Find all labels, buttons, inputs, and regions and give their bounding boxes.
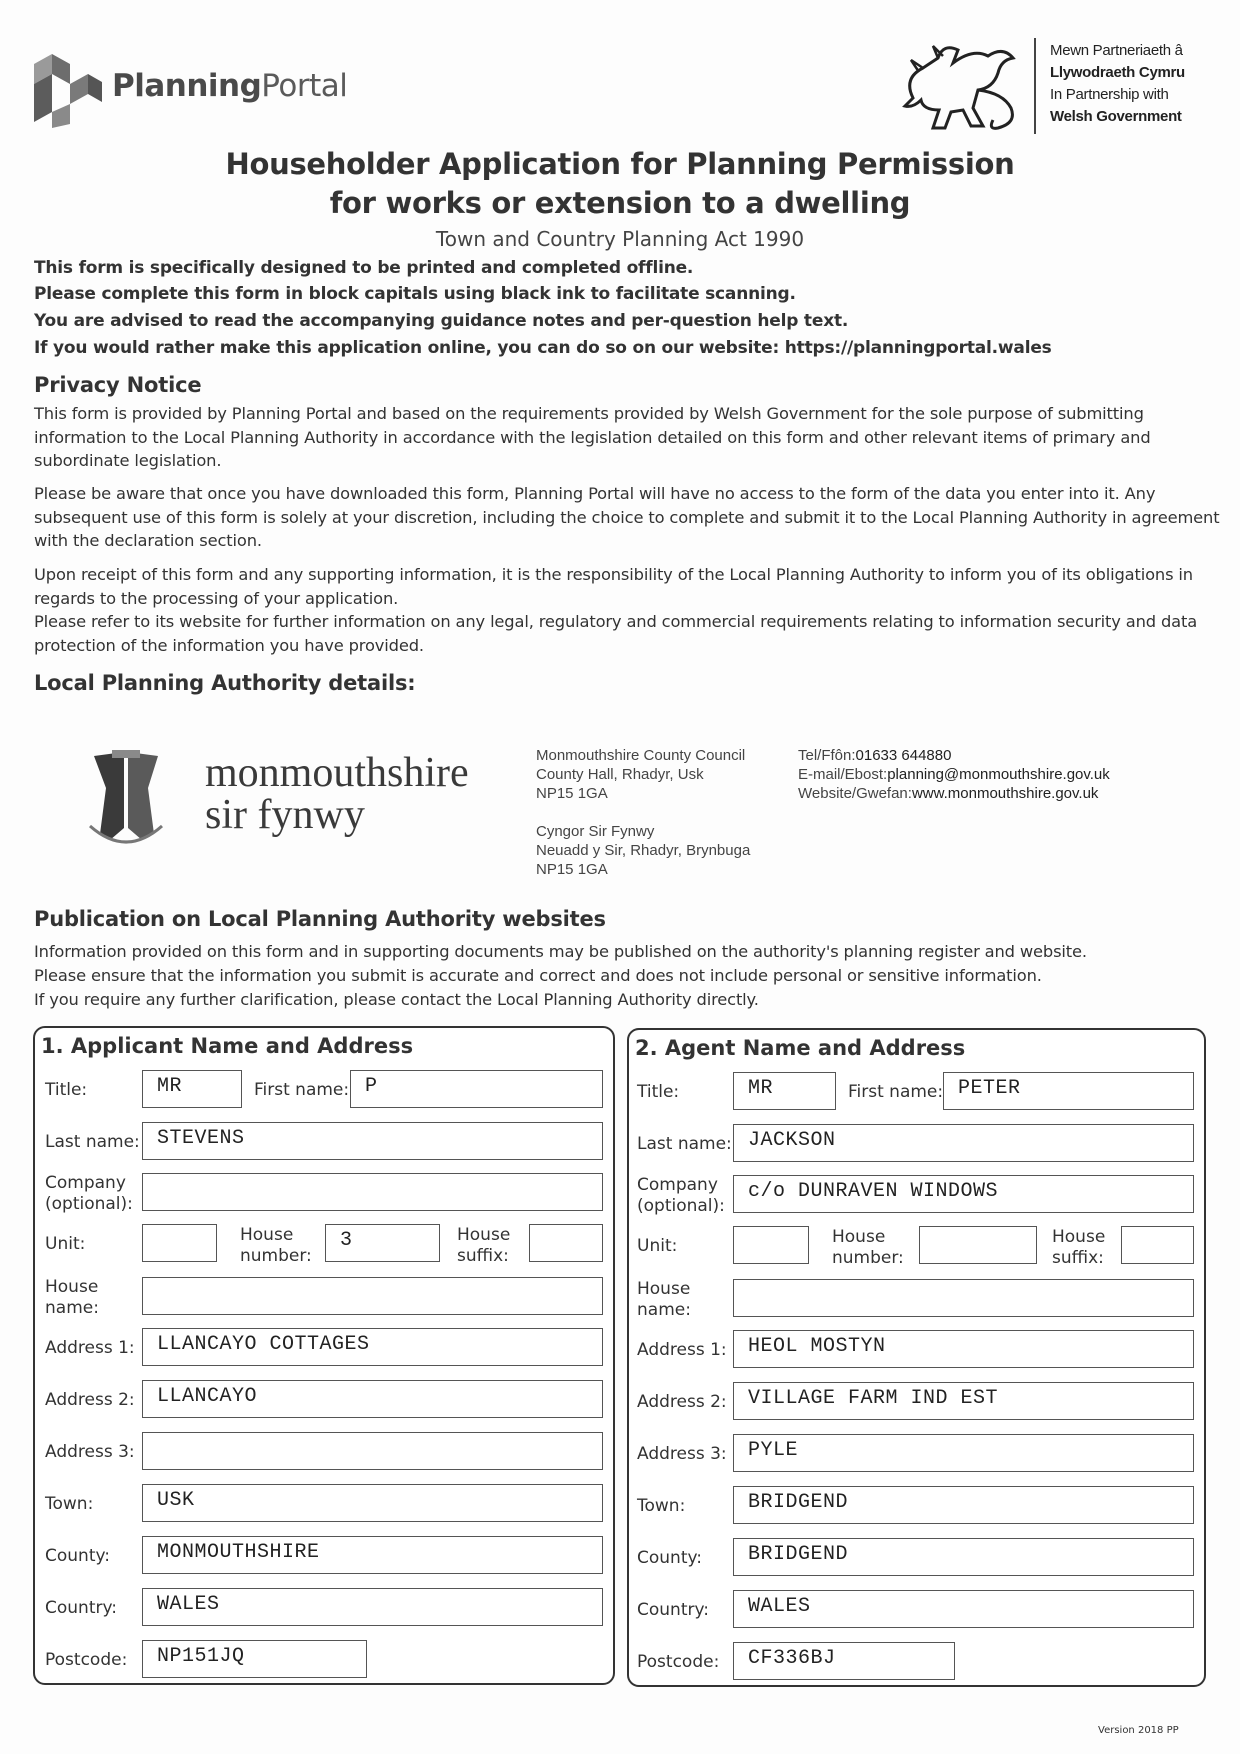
form-title-line-1: Householder Application for Planning Permission [225, 147, 1015, 181]
applicant-postcode-field[interactable] [142, 1640, 367, 1678]
privacy-paragraph-4: Please refer to its website for further information on any legal, regulatory and commercial requirements relating to information security and data protection of the information you have provided. [34, 612, 1198, 655]
postcode-label: Postcode: [637, 1652, 720, 1672]
council-address-line: NP15 1GA [536, 785, 608, 802]
company-label: Company (optional): [637, 1175, 725, 1216]
privacy-paragraph-2: Please be aware that once you have downloaded this form, Planning Portal will have no access to the form of the data you enter into it. Any subsequent use of this form is solely at your discretion, including the choice to complete and submit it to the Local Planning Authority in agreement with the declaration section. [34, 484, 1220, 550]
field-value: MR [157, 1075, 183, 1098]
publication-heading: Publication on Local Planning Authority websites [34, 907, 606, 931]
first-name-label: First name: [848, 1082, 944, 1102]
planning-portal-logo [30, 50, 350, 130]
website-value[interactable]: www.monmouthshire.gov.uk [911, 785, 1099, 802]
council-name-english: monmouthshire [205, 750, 469, 796]
council-address-line: County Hall, Rhadyr, Usk [536, 766, 704, 783]
agent-company-field[interactable] [733, 1175, 1194, 1213]
welsh-dragon-icon [893, 38, 1023, 138]
council-address-line: Neuadd y Sir, Rhadyr, Brynbuga [536, 842, 751, 859]
council-address-line: NP15 1GA [536, 861, 608, 878]
field-value: BRIDGEND [748, 1543, 849, 1566]
address-1-label: Address 1: [637, 1340, 727, 1360]
applicant-address-2-field[interactable] [142, 1380, 603, 1418]
address-3-label: Address 3: [45, 1442, 135, 1462]
unit-label: Unit: [45, 1234, 86, 1254]
agent-last-name-field[interactable] [733, 1124, 1194, 1162]
field-value: HEOL MOSTYN [748, 1335, 886, 1358]
version-label: Version 2018 PP [1098, 1725, 1179, 1736]
address-1-label: Address 1: [45, 1338, 135, 1358]
agent-house-name-field[interactable] [733, 1279, 1194, 1317]
field-value: MR [748, 1077, 774, 1100]
title-label: Title: [637, 1082, 680, 1102]
applicant-title-field[interactable] [142, 1070, 242, 1108]
address-3-label: Address 3: [637, 1444, 727, 1464]
applicant-heading: 1. Applicant Name and Address [41, 1034, 414, 1058]
last-name-label: Last name: [45, 1132, 140, 1152]
postcode-label: Postcode: [45, 1650, 128, 1670]
council-address-line: Cyngor Sir Fynwy [536, 823, 655, 840]
agent-county-field[interactable] [733, 1538, 1194, 1576]
gov-divider [1034, 38, 1036, 134]
privacy-paragraph-3: Upon receipt of this form and any supporting information, it is the responsibility of the Local Planning Authority to inform you of its obligations in regards to the processing of your application. [34, 565, 1193, 608]
applicant-town-field[interactable] [142, 1484, 603, 1522]
applicant-company-field[interactable] [142, 1173, 603, 1211]
agent-country-field[interactable] [733, 1590, 1194, 1628]
field-value: NP151JQ [157, 1645, 245, 1668]
tel-label: Tel/Ffôn: [798, 747, 856, 764]
agent-address-1-field[interactable] [733, 1330, 1194, 1368]
instruction-4: If you would rather make this application online, you can do so on our website: https://planningportal.wales [34, 338, 1052, 358]
agent-town-field[interactable] [733, 1486, 1194, 1524]
town-label: Town: [45, 1494, 94, 1514]
house-suffix-label: House suffix: [1052, 1227, 1106, 1268]
lpa-heading: Local Planning Authority details: [34, 671, 416, 695]
council-contact [798, 746, 1110, 803]
agent-title-field[interactable] [733, 1072, 836, 1110]
town-label: Town: [637, 1496, 686, 1516]
field-value: CF336BJ [748, 1647, 836, 1670]
agent-postcode-field[interactable] [733, 1642, 955, 1680]
title-label: Title: [45, 1080, 88, 1100]
address-2-label: Address 2: [45, 1390, 135, 1410]
field-value: WALES [748, 1595, 811, 1618]
house-number-label: House number: [240, 1225, 312, 1266]
field-value: STEVENS [157, 1127, 245, 1150]
gov-line-4: Welsh Government [1050, 108, 1182, 125]
county-label: County: [637, 1548, 703, 1568]
instruction-1: This form is specifically designed to be printed and completed offline. [34, 258, 694, 278]
agent-section [627, 1028, 1206, 1687]
monmouthshire-logo-icon [86, 748, 166, 844]
agent-address-3-field[interactable] [733, 1434, 1194, 1472]
field-value: VILLAGE FARM IND EST [748, 1387, 999, 1410]
instruction-3: You are advised to read the accompanying guidance notes and per-question help text. [34, 311, 849, 331]
instruction-2: Please complete this form in block capitals using black ink to facilitate scanning. [34, 284, 796, 304]
publication-line-3: If you require any further clarification, please contact the Local Planning Authority directly. [34, 990, 759, 1009]
company-label: Company (optional): [45, 1173, 133, 1214]
field-value: LLANCAYO [157, 1385, 258, 1408]
applicant-unit-field[interactable] [142, 1224, 217, 1262]
applicant-county-field[interactable] [142, 1536, 603, 1574]
last-name-label: Last name: [637, 1134, 732, 1154]
unit-label: Unit: [637, 1236, 678, 1256]
applicant-country-field[interactable] [142, 1588, 603, 1626]
council-address-welsh [536, 822, 750, 879]
gov-line-1: Mewn Partneriaeth â [1050, 42, 1183, 59]
first-name-label: First name: [254, 1080, 350, 1100]
house-name-label: House name: [637, 1279, 691, 1320]
field-value: c/o DUNRAVEN WINDOWS [748, 1180, 999, 1203]
planning-portal-wordmark: PlanningPortal [112, 68, 348, 104]
publication-line-2: Please ensure that the information you submit is accurate and correct and does not include personal or sensitive information. [34, 966, 1042, 985]
house-number-label: House number: [832, 1227, 904, 1268]
applicant-house-number-field[interactable] [325, 1224, 440, 1262]
email-value[interactable]: planning@monmouthshire.gov.uk [887, 766, 1110, 783]
gov-line-2: Llywodraeth Cymru [1050, 64, 1185, 81]
applicant-address-3-field[interactable] [142, 1432, 603, 1470]
applicant-first-name-field[interactable] [350, 1070, 603, 1108]
country-label: Country: [45, 1598, 118, 1618]
field-value: MONMOUTHSHIRE [157, 1541, 320, 1564]
agent-unit-field[interactable] [733, 1226, 809, 1264]
gov-line-3: In Partnership with [1050, 86, 1169, 103]
field-value: WALES [157, 1593, 220, 1616]
agent-house-number-field[interactable] [919, 1226, 1037, 1264]
country-label: Country: [637, 1600, 710, 1620]
council-address-english [536, 746, 745, 803]
field-value: JACKSON [748, 1129, 836, 1152]
field-value: PYLE [748, 1439, 799, 1462]
field-value: BRIDGEND [748, 1491, 849, 1514]
website-label: Website/Gwefan: [798, 785, 912, 802]
tel-value: 01633 644880 [855, 747, 952, 764]
field-value: P [365, 1075, 378, 1098]
agent-heading: 2. Agent Name and Address [635, 1036, 966, 1060]
form-title-line-2: for works or extension to a dwelling [329, 186, 911, 220]
applicant-section [33, 1026, 615, 1685]
publication-line-1: Information provided on this form and in supporting documents may be published on the authority's planning register and website. [34, 942, 1087, 961]
applicant-house-name-field[interactable] [142, 1277, 603, 1315]
applicant-address-1-field[interactable] [142, 1328, 603, 1366]
council-address-line: Monmouthshire County Council [536, 747, 746, 764]
address-2-label: Address 2: [637, 1392, 727, 1412]
agent-first-name-field[interactable] [943, 1072, 1194, 1110]
planning-portal-logo-icon [30, 50, 104, 128]
house-name-label: House name: [45, 1277, 99, 1318]
email-label: E-mail/Ebost: [798, 766, 888, 783]
applicant-house-suffix-field[interactable] [529, 1224, 603, 1262]
privacy-paragraph-1: This form is provided by Planning Portal and based on the requirements provided by Welsh Government for the sole purpose of submitting information to the Local Planning Authority in accordance with the legislation detailed on this form and other relevant items of primary and subordinate legislation. [34, 404, 1151, 470]
field-value: 3 [340, 1229, 353, 1252]
field-value: USK [157, 1489, 195, 1512]
house-suffix-label: House suffix: [457, 1225, 511, 1266]
field-value: LLANCAYO COTTAGES [157, 1333, 370, 1356]
agent-house-suffix-field[interactable] [1121, 1226, 1194, 1264]
council-name-welsh: sir fynwy [205, 792, 365, 838]
field-value: PETER [958, 1077, 1021, 1100]
agent-address-2-field[interactable] [733, 1382, 1194, 1420]
form-title-block [160, 145, 1080, 251]
county-label: County: [45, 1546, 111, 1566]
applicant-last-name-field[interactable] [142, 1122, 603, 1160]
form-subtitle: Town and Country Planning Act 1990 [435, 227, 805, 251]
monmouthshire-wordmark [205, 752, 469, 836]
privacy-heading: Privacy Notice [34, 373, 202, 397]
welsh-government-partner-text [1050, 40, 1240, 128]
